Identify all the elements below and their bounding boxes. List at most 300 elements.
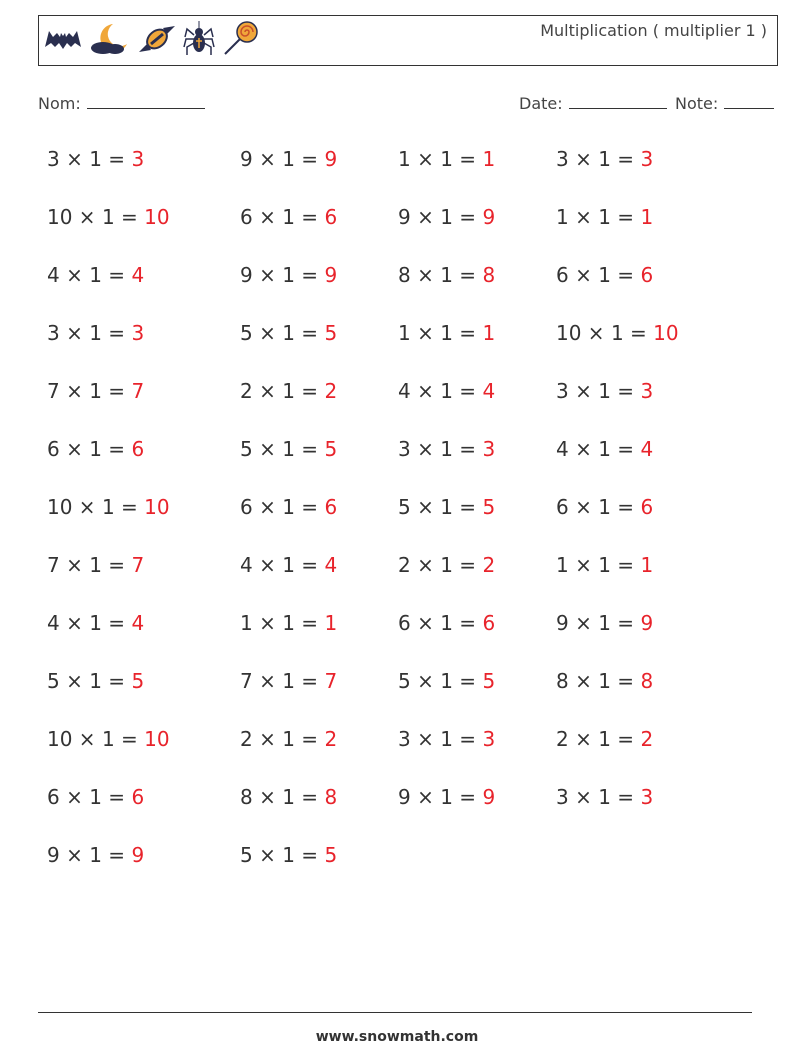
equals-sign: = — [101, 785, 132, 809]
times-sign: × — [252, 379, 283, 403]
equals-sign: = — [452, 553, 483, 577]
times-sign: × — [59, 437, 90, 461]
problem-factor-b: 1 — [282, 669, 295, 693]
problem-item — [398, 205, 495, 229]
times-sign: × — [581, 321, 611, 345]
equals-sign: = — [294, 669, 325, 693]
problem-factor-a: 9 — [398, 205, 411, 229]
problem-factor-b: 1 — [89, 553, 102, 577]
equals-sign: = — [294, 205, 325, 229]
times-sign: × — [59, 669, 90, 693]
problem-factor-a: 7 — [47, 553, 60, 577]
problem-factor-b: 1 — [598, 669, 611, 693]
problem-factor-a: 8 — [398, 263, 411, 287]
name-label: Nom: — [38, 94, 81, 113]
problem-answer: 9 — [640, 611, 654, 635]
problem-item — [556, 785, 653, 809]
problem-answer: 9 — [482, 205, 496, 229]
times-sign: × — [568, 437, 599, 461]
problem-factor-b: 1 — [598, 611, 611, 635]
problem-answer: 1 — [640, 205, 654, 229]
problem-item — [398, 785, 495, 809]
equals-sign: = — [610, 263, 641, 287]
problem-answer: 5 — [482, 495, 496, 519]
problem-factor-a: 2 — [240, 379, 253, 403]
problem-answer: 9 — [482, 785, 496, 809]
equals-sign: = — [452, 437, 483, 461]
problem-factor-b: 1 — [598, 147, 611, 171]
problem-item — [398, 553, 495, 577]
problem-factor-b: 1 — [101, 727, 115, 751]
problem-item — [240, 611, 337, 635]
times-sign: × — [72, 495, 102, 519]
times-sign: × — [59, 611, 90, 635]
problem-factor-b: 1 — [598, 727, 611, 751]
problem-item — [556, 553, 653, 577]
problem-answer: 6 — [131, 785, 145, 809]
problem-answer: 10 — [144, 727, 170, 751]
problem-item — [47, 205, 170, 229]
problem-factor-a: 7 — [47, 379, 60, 403]
equals-sign: = — [452, 611, 483, 635]
problem-answer: 4 — [640, 437, 654, 461]
times-sign: × — [410, 437, 441, 461]
problem-factor-a: 9 — [240, 263, 253, 287]
problem-item — [240, 785, 337, 809]
problem-factor-a: 6 — [556, 263, 569, 287]
problem-item — [556, 495, 653, 519]
problem-factor-a: 6 — [556, 495, 569, 519]
times-sign: × — [252, 263, 283, 287]
problem-answer: 10 — [144, 495, 170, 519]
problem-factor-b: 1 — [440, 495, 453, 519]
problem-answer: 6 — [640, 263, 654, 287]
problem-factor-b: 1 — [101, 205, 115, 229]
equals-sign: = — [452, 495, 483, 519]
problem-answer: 8 — [482, 263, 496, 287]
problem-factor-a: 1 — [398, 147, 411, 171]
times-sign: × — [252, 495, 283, 519]
problem-factor-b: 1 — [282, 321, 295, 345]
times-sign: × — [568, 495, 599, 519]
problem-item — [47, 843, 144, 867]
problem-answer: 3 — [640, 379, 654, 403]
problem-answer: 5 — [324, 321, 338, 345]
equals-sign: = — [294, 495, 325, 519]
equals-sign: = — [452, 321, 483, 345]
problem-factor-b: 1 — [282, 205, 295, 229]
times-sign: × — [568, 379, 599, 403]
problem-item — [556, 437, 653, 461]
worksheet-title: Multiplication ( multiplier 1 ) — [540, 21, 767, 40]
times-sign: × — [252, 205, 283, 229]
equals-sign: = — [452, 785, 483, 809]
equals-sign: = — [610, 147, 641, 171]
problem-answer: 3 — [482, 727, 496, 751]
problem-item — [556, 147, 653, 171]
problem-factor-a: 1 — [398, 321, 411, 345]
equals-sign: = — [101, 263, 132, 287]
equals-sign: = — [294, 727, 325, 751]
problem-item — [398, 495, 495, 519]
times-sign: × — [568, 785, 599, 809]
problem-item — [556, 205, 653, 229]
problem-factor-a: 5 — [47, 669, 60, 693]
problem-answer: 8 — [324, 785, 338, 809]
equals-sign: = — [294, 263, 325, 287]
equals-sign: = — [294, 437, 325, 461]
problem-answer: 5 — [131, 669, 145, 693]
problem-answer: 2 — [482, 553, 496, 577]
problem-item — [398, 379, 495, 403]
problem-answer: 5 — [324, 843, 338, 867]
problem-answer: 3 — [640, 785, 654, 809]
problem-answer: 3 — [131, 147, 145, 171]
problem-answer: 3 — [131, 321, 145, 345]
note-label: Note: — [675, 94, 719, 113]
problem-item — [47, 785, 144, 809]
problem-item — [556, 669, 653, 693]
equals-sign: = — [623, 321, 654, 345]
equals-sign: = — [294, 321, 325, 345]
problem-answer: 6 — [324, 205, 338, 229]
problem-answer: 2 — [324, 727, 338, 751]
times-sign: × — [59, 379, 90, 403]
problem-factor-b: 1 — [89, 669, 102, 693]
problem-factor-a: 3 — [556, 785, 569, 809]
footer-divider — [38, 1012, 752, 1013]
times-sign: × — [410, 785, 441, 809]
problem-answer: 7 — [131, 379, 145, 403]
problem-factor-a: 6 — [47, 437, 60, 461]
problem-item — [240, 379, 337, 403]
equals-sign: = — [610, 437, 641, 461]
times-sign: × — [72, 205, 102, 229]
equals-sign: = — [101, 669, 132, 693]
problem-factor-b: 1 — [598, 785, 611, 809]
equals-sign: = — [101, 321, 132, 345]
equals-sign: = — [101, 843, 132, 867]
problem-factor-a: 1 — [240, 611, 253, 635]
times-sign: × — [568, 205, 599, 229]
problem-answer: 10 — [653, 321, 679, 345]
problem-answer: 6 — [640, 495, 654, 519]
problem-factor-a: 5 — [240, 437, 253, 461]
equals-sign: = — [452, 205, 483, 229]
problem-factor-b: 1 — [610, 321, 624, 345]
equals-sign: = — [101, 379, 132, 403]
problem-answer: 7 — [131, 553, 145, 577]
equals-sign: = — [294, 611, 325, 635]
problem-answer: 7 — [324, 669, 338, 693]
problem-factor-b: 1 — [282, 379, 295, 403]
problem-item — [47, 669, 144, 693]
problem-item — [240, 669, 337, 693]
problem-item — [398, 727, 495, 751]
equals-sign: = — [101, 553, 132, 577]
problem-item — [240, 147, 337, 171]
problem-factor-a: 4 — [47, 263, 60, 287]
problem-factor-b: 1 — [282, 553, 295, 577]
problem-factor-b: 1 — [282, 611, 295, 635]
problem-factor-b: 1 — [89, 843, 102, 867]
times-sign: × — [252, 611, 283, 635]
problem-factor-b: 1 — [440, 379, 453, 403]
problem-factor-a: 8 — [556, 669, 569, 693]
times-sign: × — [410, 321, 441, 345]
times-sign: × — [410, 147, 441, 171]
date-label: Date: — [519, 94, 563, 113]
equals-sign: = — [294, 147, 325, 171]
problem-factor-a: 2 — [398, 553, 411, 577]
times-sign: × — [252, 321, 283, 345]
problem-factor-b: 1 — [598, 205, 611, 229]
problem-factor-a: 1 — [556, 205, 569, 229]
problem-item — [556, 379, 653, 403]
problem-answer: 9 — [131, 843, 145, 867]
problem-factor-b: 1 — [282, 437, 295, 461]
times-sign: × — [568, 611, 599, 635]
problem-factor-a: 9 — [240, 147, 253, 171]
equals-sign: = — [610, 495, 641, 519]
problem-factor-b: 1 — [282, 263, 295, 287]
problem-factor-b: 1 — [282, 495, 295, 519]
problem-factor-a: 2 — [556, 727, 569, 751]
equals-sign: = — [610, 553, 641, 577]
problem-factor-b: 1 — [598, 263, 611, 287]
times-sign: × — [252, 669, 283, 693]
problem-item — [556, 321, 679, 345]
times-sign: × — [59, 147, 90, 171]
problem-factor-b: 1 — [440, 611, 453, 635]
equals-sign: = — [452, 727, 483, 751]
problem-answer: 9 — [324, 147, 338, 171]
equals-sign: = — [114, 727, 145, 751]
problem-factor-a: 6 — [47, 785, 60, 809]
problem-factor-a: 9 — [556, 611, 569, 635]
problem-factor-a: 3 — [47, 147, 60, 171]
problem-answer: 6 — [131, 437, 145, 461]
problem-item — [398, 437, 495, 461]
problem-factor-a: 6 — [240, 205, 253, 229]
equals-sign: = — [294, 379, 325, 403]
problem-factor-a: 3 — [556, 147, 569, 171]
problem-factor-a: 10 — [47, 495, 73, 519]
problem-factor-a: 5 — [240, 321, 253, 345]
problem-item — [240, 205, 337, 229]
problem-answer: 2 — [640, 727, 654, 751]
problem-item — [240, 321, 337, 345]
problem-factor-a: 10 — [556, 321, 582, 345]
times-sign: × — [252, 785, 283, 809]
problem-factor-b: 1 — [89, 785, 102, 809]
problem-factor-b: 1 — [440, 727, 453, 751]
problem-factor-b: 1 — [89, 263, 102, 287]
problem-factor-a: 6 — [240, 495, 253, 519]
problem-factor-a: 3 — [398, 727, 411, 751]
times-sign: × — [59, 843, 90, 867]
times-sign: × — [252, 437, 283, 461]
problem-answer: 1 — [482, 321, 496, 345]
problem-item — [556, 263, 653, 287]
problem-item — [47, 263, 144, 287]
equals-sign: = — [101, 147, 132, 171]
times-sign: × — [410, 495, 441, 519]
problem-item — [398, 669, 495, 693]
equals-sign: = — [294, 785, 325, 809]
problem-factor-b: 1 — [89, 321, 102, 345]
problem-item — [398, 611, 495, 635]
times-sign: × — [568, 147, 599, 171]
problem-factor-a: 5 — [240, 843, 253, 867]
problem-factor-b: 1 — [440, 205, 453, 229]
equals-sign: = — [452, 147, 483, 171]
times-sign: × — [568, 727, 599, 751]
problem-answer: 6 — [482, 611, 496, 635]
equals-sign: = — [610, 205, 641, 229]
problem-factor-b: 1 — [440, 321, 453, 345]
problem-answer: 3 — [640, 147, 654, 171]
problem-factor-a: 10 — [47, 205, 73, 229]
equals-sign: = — [101, 437, 132, 461]
equals-sign: = — [452, 379, 483, 403]
times-sign: × — [410, 553, 441, 577]
times-sign: × — [252, 553, 283, 577]
problem-factor-b: 1 — [440, 553, 453, 577]
problem-item — [47, 379, 144, 403]
problem-item — [240, 553, 337, 577]
problem-factor-b: 1 — [440, 437, 453, 461]
problem-item — [240, 495, 337, 519]
problem-factor-b: 1 — [89, 611, 102, 635]
problem-answer: 1 — [482, 147, 496, 171]
problem-answer: 4 — [324, 553, 338, 577]
problem-answer: 1 — [640, 553, 654, 577]
problem-factor-a: 9 — [398, 785, 411, 809]
problem-factor-a: 7 — [240, 669, 253, 693]
problem-factor-b: 1 — [598, 379, 611, 403]
times-sign: × — [410, 727, 441, 751]
problem-item — [556, 727, 653, 751]
problem-item — [47, 611, 144, 635]
times-sign: × — [410, 611, 441, 635]
times-sign: × — [252, 147, 283, 171]
equals-sign: = — [294, 843, 325, 867]
times-sign: × — [410, 205, 441, 229]
times-sign: × — [410, 263, 441, 287]
problem-factor-b: 1 — [282, 785, 295, 809]
problem-item — [47, 727, 170, 751]
problem-answer: 4 — [131, 611, 145, 635]
times-sign: × — [72, 727, 102, 751]
problem-item — [240, 263, 337, 287]
times-sign: × — [59, 263, 90, 287]
equals-sign: = — [610, 379, 641, 403]
problem-factor-b: 1 — [282, 843, 295, 867]
problem-answer: 6 — [324, 495, 338, 519]
problem-answer: 2 — [324, 379, 338, 403]
problem-answer: 4 — [482, 379, 496, 403]
problem-factor-a: 3 — [47, 321, 60, 345]
problem-factor-a: 5 — [398, 495, 411, 519]
problem-item — [556, 611, 653, 635]
problem-factor-a: 4 — [398, 379, 411, 403]
problem-factor-b: 1 — [440, 147, 453, 171]
problem-item — [398, 263, 495, 287]
problem-factor-a: 1 — [556, 553, 569, 577]
problem-item — [47, 147, 144, 171]
problem-factor-a: 9 — [47, 843, 60, 867]
problem-factor-a: 10 — [47, 727, 73, 751]
problem-factor-b: 1 — [101, 495, 115, 519]
problem-factor-b: 1 — [440, 263, 453, 287]
problem-item — [240, 437, 337, 461]
problem-factor-a: 6 — [398, 611, 411, 635]
times-sign: × — [410, 379, 441, 403]
problem-item — [47, 495, 170, 519]
problem-factor-a: 3 — [398, 437, 411, 461]
problem-factor-a: 3 — [556, 379, 569, 403]
problem-factor-a: 4 — [240, 553, 253, 577]
problem-answer: 3 — [482, 437, 496, 461]
equals-sign: = — [452, 263, 483, 287]
problem-answer: 1 — [324, 611, 338, 635]
problem-item — [47, 553, 144, 577]
times-sign: × — [568, 263, 599, 287]
problem-factor-b: 1 — [89, 147, 102, 171]
problem-factor-a: 5 — [398, 669, 411, 693]
problem-item — [398, 321, 495, 345]
problem-answer: 9 — [324, 263, 338, 287]
problem-factor-b: 1 — [282, 727, 295, 751]
equals-sign: = — [610, 669, 641, 693]
problem-answer: 10 — [144, 205, 170, 229]
problem-item — [47, 321, 144, 345]
equals-sign: = — [452, 669, 483, 693]
problem-factor-b: 1 — [440, 785, 453, 809]
problem-factor-b: 1 — [598, 437, 611, 461]
problem-factor-b: 1 — [89, 379, 102, 403]
problem-factor-b: 1 — [440, 669, 453, 693]
problem-item — [240, 843, 337, 867]
times-sign: × — [252, 727, 283, 751]
problem-answer: 5 — [324, 437, 338, 461]
problem-factor-b: 1 — [89, 437, 102, 461]
times-sign: × — [252, 843, 283, 867]
problem-item — [240, 727, 337, 751]
times-sign: × — [59, 321, 90, 345]
problem-factor-b: 1 — [282, 147, 295, 171]
times-sign: × — [59, 785, 90, 809]
problem-factor-a: 8 — [240, 785, 253, 809]
problem-item — [47, 437, 144, 461]
times-sign: × — [410, 669, 441, 693]
problem-answer: 5 — [482, 669, 496, 693]
equals-sign: = — [114, 205, 145, 229]
problem-factor-a: 4 — [47, 611, 60, 635]
equals-sign: = — [114, 495, 145, 519]
times-sign: × — [568, 553, 599, 577]
times-sign: × — [59, 553, 90, 577]
problem-item — [398, 147, 495, 171]
equals-sign: = — [101, 611, 132, 635]
equals-sign: = — [610, 727, 641, 751]
times-sign: × — [568, 669, 599, 693]
equals-sign: = — [294, 553, 325, 577]
problem-factor-b: 1 — [598, 495, 611, 519]
problem-answer: 4 — [131, 263, 145, 287]
problem-factor-b: 1 — [598, 553, 611, 577]
